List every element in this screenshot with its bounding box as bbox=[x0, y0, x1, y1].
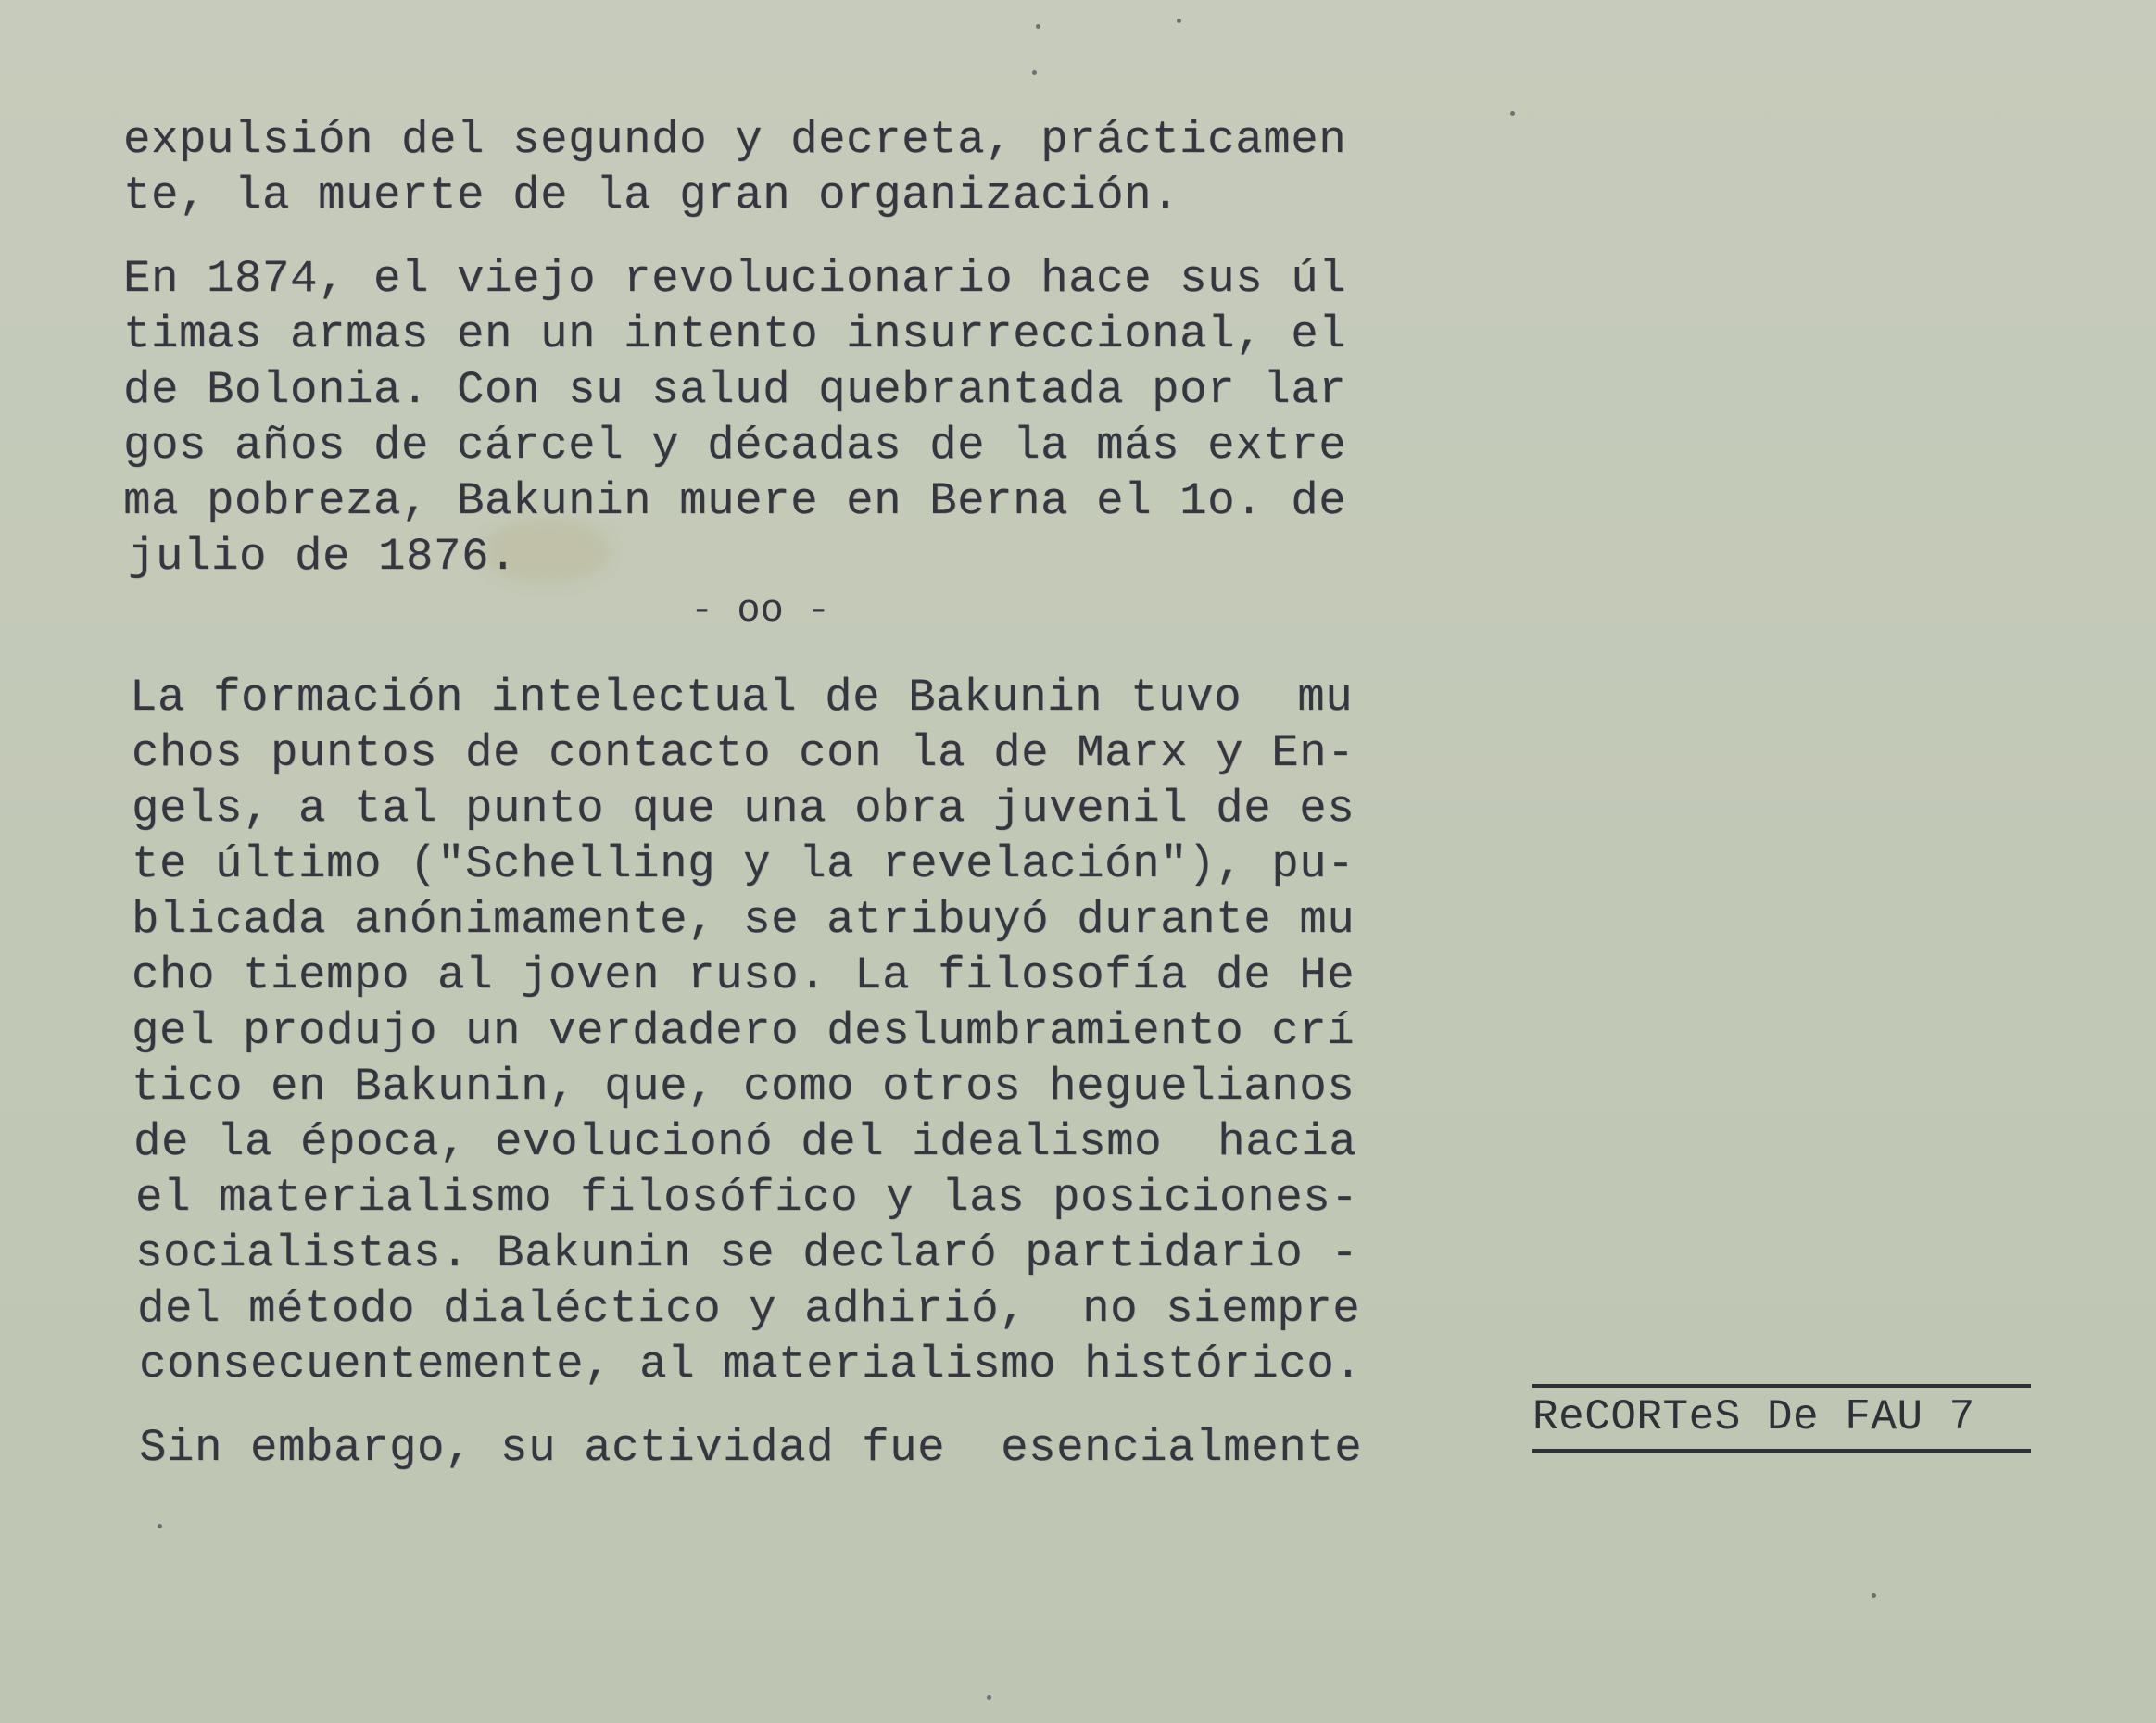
paper-speck bbox=[1032, 70, 1037, 75]
text-line: gel produjo un verdadero deslumbramiento crí bbox=[132, 1005, 1355, 1057]
paper-speck bbox=[1510, 111, 1515, 116]
paper-speck bbox=[1177, 19, 1181, 23]
text-line: En 1874, el viejo revolucionario hace sus úl bbox=[123, 253, 1347, 305]
text-line: consecuentemente, al materialismo histórico. bbox=[139, 1339, 1363, 1390]
text-line: julio de 1876. bbox=[128, 531, 518, 583]
paper-speck bbox=[1872, 1593, 1876, 1598]
paper-speck bbox=[987, 1695, 991, 1700]
text-line: expulsión del segundo y decreta, prácticamen bbox=[123, 114, 1347, 166]
text-line: socialistas. Bakunin se declaró partidario - bbox=[135, 1227, 1359, 1279]
text-line: cho tiempo al joven ruso. La filosofía de He bbox=[132, 950, 1355, 1001]
text-line: gos años de cárcel y décadas de la más extre bbox=[123, 420, 1347, 472]
text-line: ma pobreza, Bakunin muere en Berna el 1o. de bbox=[123, 475, 1347, 527]
text-line: te último ("Schelling y la revelación"), pu- bbox=[132, 838, 1355, 890]
text-line: del método dialéctico y adhirió, no siempre bbox=[137, 1283, 1361, 1335]
text-line: de Bolonia. Con su salud quebrantada por lar bbox=[123, 364, 1347, 416]
footer-stamp: ReCORTeS De FAU 7 bbox=[1532, 1384, 2031, 1453]
paper-speck bbox=[158, 1524, 162, 1528]
text-line: Sin embargo, su actividad fue esencialmente bbox=[139, 1422, 1363, 1474]
text-line: te, la muerte de la gran organización. bbox=[123, 170, 1180, 221]
text-line: chos puntos de contacto con la de Marx y En- bbox=[132, 727, 1355, 779]
text-line: blicada anónimamente, se atribuyó durante mu bbox=[132, 894, 1355, 946]
text-line: de la época, evolucionó del idealismo hacia bbox=[133, 1116, 1357, 1168]
text-line: timas armas en un intento insurreccional, el bbox=[123, 308, 1347, 360]
text-line: La formación intelectual de Bakunin tuvo mu bbox=[130, 672, 1354, 723]
paper-speck bbox=[1036, 24, 1040, 29]
text-line: tico en Bakunin, que, como otros heguelianos bbox=[132, 1061, 1355, 1113]
text-line: gels, a tal punto que una obra juvenil de es bbox=[132, 783, 1355, 835]
text-line: el materialismo filosófico y las posiciones- bbox=[135, 1172, 1359, 1224]
section-separator: - oo - bbox=[690, 588, 831, 633]
